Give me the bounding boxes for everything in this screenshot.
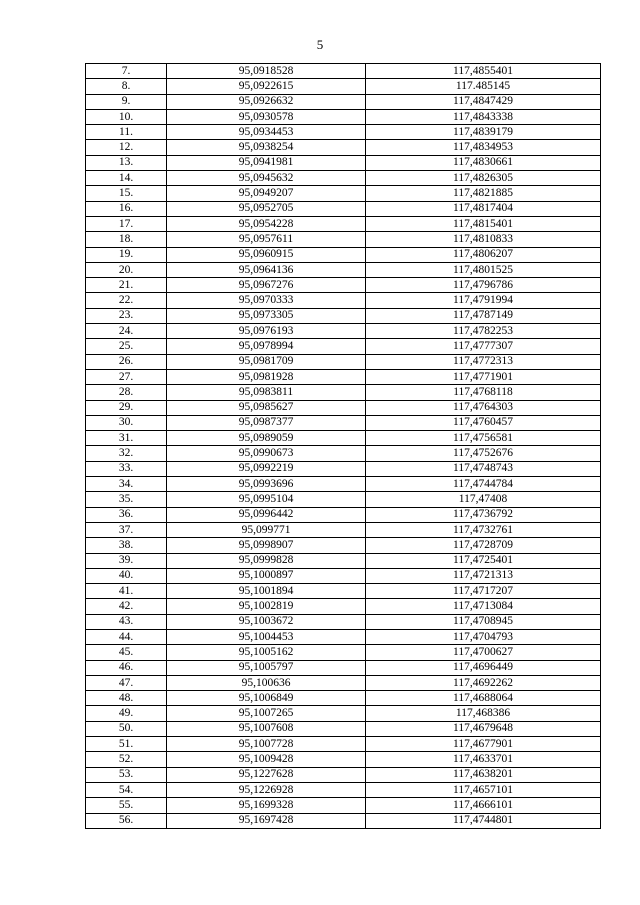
- point-number-cell: 36.: [86, 507, 167, 522]
- point-number-cell: 31.: [86, 431, 167, 446]
- x-coordinate-cell: 95,0978994: [167, 339, 366, 354]
- x-coordinate-cell: 95,1004453: [167, 629, 366, 644]
- x-coordinate-cell: 95,0964136: [167, 262, 366, 277]
- point-number-cell: 22.: [86, 293, 167, 308]
- point-number-cell: 13.: [86, 155, 167, 170]
- x-coordinate-cell: 95,1699328: [167, 798, 366, 813]
- x-coordinate-cell: 95,1007608: [167, 721, 366, 736]
- table-row: [86, 79, 601, 94]
- y-coordinate-cell: 117,4692262: [366, 675, 601, 690]
- y-coordinate-cell: 117,4633701: [366, 752, 601, 767]
- y-coordinate-cell: 117,47408: [366, 492, 601, 507]
- point-number-cell: 26.: [86, 354, 167, 369]
- y-coordinate-cell: 117,4771901: [366, 369, 601, 384]
- table-row: [86, 477, 601, 492]
- x-coordinate-cell: 95,1226928: [167, 782, 366, 797]
- x-coordinate-cell: 95,1003672: [167, 614, 366, 629]
- table-row: [86, 522, 601, 537]
- point-number-cell: 43.: [86, 614, 167, 629]
- table-row: [86, 507, 601, 522]
- x-coordinate-cell: 95,0938254: [167, 140, 366, 155]
- table-row: [86, 706, 601, 721]
- x-coordinate-cell: 95,0957611: [167, 232, 366, 247]
- point-number-cell: 47.: [86, 675, 167, 690]
- table-row: [86, 278, 601, 293]
- point-number-cell: 18.: [86, 232, 167, 247]
- x-coordinate-cell: 95,0993696: [167, 477, 366, 492]
- y-coordinate-cell: 117,4810833: [366, 232, 601, 247]
- x-coordinate-cell: 95,0976193: [167, 324, 366, 339]
- x-coordinate-cell: 95,1005797: [167, 660, 366, 675]
- x-coordinate-cell: 95,1005162: [167, 645, 366, 660]
- point-number-cell: 17.: [86, 216, 167, 231]
- x-coordinate-cell: 95,1006849: [167, 691, 366, 706]
- y-coordinate-cell: 117,4843338: [366, 109, 601, 124]
- point-number-cell: 55.: [86, 798, 167, 813]
- table-row: [86, 247, 601, 262]
- point-number-cell: 28.: [86, 385, 167, 400]
- point-number-cell: 7.: [86, 64, 167, 79]
- x-coordinate-cell: 95,0967276: [167, 278, 366, 293]
- y-coordinate-cell: 117,4744801: [366, 813, 601, 828]
- x-coordinate-cell: 95,0989059: [167, 431, 366, 446]
- x-coordinate-cell: 95,0995104: [167, 492, 366, 507]
- table-row: [86, 782, 601, 797]
- point-number-cell: 27.: [86, 369, 167, 384]
- y-coordinate-cell: 117,4815401: [366, 216, 601, 231]
- table-row: [86, 125, 601, 140]
- point-number-cell: 10.: [86, 109, 167, 124]
- table-row: [86, 660, 601, 675]
- table-row: [86, 721, 601, 736]
- point-number-cell: 39.: [86, 553, 167, 568]
- y-coordinate-cell: 117,4782253: [366, 324, 601, 339]
- y-coordinate-cell: 117,4657101: [366, 782, 601, 797]
- table-row: [86, 767, 601, 782]
- x-coordinate-cell: 95,0970333: [167, 293, 366, 308]
- point-number-cell: 51.: [86, 737, 167, 752]
- y-coordinate-cell: 117,4777307: [366, 339, 601, 354]
- table-row: [86, 446, 601, 461]
- point-number-cell: 21.: [86, 278, 167, 293]
- point-number-cell: 38.: [86, 538, 167, 553]
- y-coordinate-cell: 117,4725401: [366, 553, 601, 568]
- y-coordinate-cell: 117,4736792: [366, 507, 601, 522]
- y-coordinate-cell: 117,4748743: [366, 461, 601, 476]
- y-coordinate-cell: 117,4700627: [366, 645, 601, 660]
- table-row: [86, 232, 601, 247]
- x-coordinate-cell: 95,0990673: [167, 446, 366, 461]
- table-row: [86, 675, 601, 690]
- table-row: [86, 752, 601, 767]
- x-coordinate-cell: 95,0981928: [167, 369, 366, 384]
- point-number-cell: 23.: [86, 308, 167, 323]
- table-row: [86, 629, 601, 644]
- y-coordinate-cell: 117,4839179: [366, 125, 601, 140]
- x-coordinate-cell: 95,0945632: [167, 171, 366, 186]
- table-row: [86, 324, 601, 339]
- y-coordinate-cell: 117,4847429: [366, 94, 601, 109]
- x-coordinate-cell: 95,0996442: [167, 507, 366, 522]
- table-row: [86, 415, 601, 430]
- table-row: [86, 369, 601, 384]
- y-coordinate-cell: 117,4796786: [366, 278, 601, 293]
- table-row: [86, 614, 601, 629]
- y-coordinate-cell: 117,4752676: [366, 446, 601, 461]
- table-row: [86, 691, 601, 706]
- x-coordinate-cell: 95,0952705: [167, 201, 366, 216]
- table-row: [86, 813, 601, 828]
- x-coordinate-cell: 95,0926632: [167, 94, 366, 109]
- table-row: [86, 431, 601, 446]
- page-number: 5: [316, 37, 324, 52]
- table-row: [86, 339, 601, 354]
- y-coordinate-cell: 117,4688064: [366, 691, 601, 706]
- table-row: [86, 155, 601, 170]
- y-coordinate-cell: 117,4721313: [366, 568, 601, 583]
- point-number-cell: 11.: [86, 125, 167, 140]
- x-coordinate-cell: 95,0960915: [167, 247, 366, 262]
- x-coordinate-cell: 95,100636: [167, 675, 366, 690]
- point-number-cell: 24.: [86, 324, 167, 339]
- x-coordinate-cell: 95,1697428: [167, 813, 366, 828]
- table-row: [86, 553, 601, 568]
- x-coordinate-cell: 95,0954228: [167, 216, 366, 231]
- x-coordinate-cell: 95,1007265: [167, 706, 366, 721]
- x-coordinate-cell: 95,0983811: [167, 385, 366, 400]
- y-coordinate-cell: 117,4713084: [366, 599, 601, 614]
- x-coordinate-cell: 95,0918528: [167, 64, 366, 79]
- x-coordinate-cell: 95,0934453: [167, 125, 366, 140]
- y-coordinate-cell: 117,4821885: [366, 186, 601, 201]
- table-row: [86, 584, 601, 599]
- point-number-cell: 34.: [86, 477, 167, 492]
- y-coordinate-cell: 117,4679648: [366, 721, 601, 736]
- x-coordinate-cell: 95,0930578: [167, 109, 366, 124]
- table-row: [86, 798, 601, 813]
- table-row: [86, 568, 601, 583]
- x-coordinate-cell: 95,0992219: [167, 461, 366, 476]
- point-number-cell: 44.: [86, 629, 167, 644]
- x-coordinate-cell: 95,1227628: [167, 767, 366, 782]
- point-number-cell: 8.: [86, 79, 167, 94]
- x-coordinate-cell: 95,1002819: [167, 599, 366, 614]
- y-coordinate-cell: 117,468386: [366, 706, 601, 721]
- x-coordinate-cell: 95,0922615: [167, 79, 366, 94]
- y-coordinate-cell: 117,4791994: [366, 293, 601, 308]
- point-number-cell: 19.: [86, 247, 167, 262]
- point-number-cell: 15.: [86, 186, 167, 201]
- y-coordinate-cell: 117,4732761: [366, 522, 601, 537]
- table-row: [86, 109, 601, 124]
- point-number-cell: 9.: [86, 94, 167, 109]
- point-number-cell: 42.: [86, 599, 167, 614]
- point-number-cell: 12.: [86, 140, 167, 155]
- x-coordinate-cell: 95,0973305: [167, 308, 366, 323]
- point-number-cell: 50.: [86, 721, 167, 736]
- y-coordinate-cell: 117,4826305: [366, 171, 601, 186]
- table-row: [86, 400, 601, 415]
- table-row: [86, 293, 601, 308]
- coordinates-table: [85, 63, 601, 829]
- table-row: [86, 201, 601, 216]
- x-coordinate-cell: 95,1007728: [167, 737, 366, 752]
- table-row: [86, 186, 601, 201]
- point-number-cell: 52.: [86, 752, 167, 767]
- y-coordinate-cell: 117,4704793: [366, 629, 601, 644]
- table-row: [86, 599, 601, 614]
- point-number-cell: 14.: [86, 171, 167, 186]
- y-coordinate-cell: 117,4717207: [366, 584, 601, 599]
- y-coordinate-cell: 117,4728709: [366, 538, 601, 553]
- point-number-cell: 46.: [86, 660, 167, 675]
- point-number-cell: 49.: [86, 706, 167, 721]
- point-number-cell: 48.: [86, 691, 167, 706]
- point-number-cell: 32.: [86, 446, 167, 461]
- y-coordinate-cell: 117,4666101: [366, 798, 601, 813]
- table-row: [86, 262, 601, 277]
- y-coordinate-cell: 117,4756581: [366, 431, 601, 446]
- x-coordinate-cell: 95,1001894: [167, 584, 366, 599]
- x-coordinate-cell: 95,1009428: [167, 752, 366, 767]
- x-coordinate-cell: 95,0949207: [167, 186, 366, 201]
- y-coordinate-cell: 117,4855401: [366, 64, 601, 79]
- y-coordinate-cell: 117,4772313: [366, 354, 601, 369]
- table-row: [86, 354, 601, 369]
- table-row: [86, 94, 601, 109]
- point-number-cell: 25.: [86, 339, 167, 354]
- table-row: [86, 538, 601, 553]
- y-coordinate-cell: 117,4744784: [366, 477, 601, 492]
- table-row: [86, 385, 601, 400]
- point-number-cell: 29.: [86, 400, 167, 415]
- y-coordinate-cell: 117,4834953: [366, 140, 601, 155]
- x-coordinate-cell: 95,0985627: [167, 400, 366, 415]
- point-number-cell: 30.: [86, 415, 167, 430]
- point-number-cell: 56.: [86, 813, 167, 828]
- y-coordinate-cell: 117,4768118: [366, 385, 601, 400]
- point-number-cell: 54.: [86, 782, 167, 797]
- x-coordinate-cell: 95,0987377: [167, 415, 366, 430]
- table-row: [86, 140, 601, 155]
- table-row: [86, 216, 601, 231]
- table-row: [86, 461, 601, 476]
- x-coordinate-cell: 95,0981709: [167, 354, 366, 369]
- y-coordinate-cell: 117,4677901: [366, 737, 601, 752]
- x-coordinate-cell: 95,1000897: [167, 568, 366, 583]
- point-number-cell: 45.: [86, 645, 167, 660]
- point-number-cell: 40.: [86, 568, 167, 583]
- y-coordinate-cell: 117,4696449: [366, 660, 601, 675]
- x-coordinate-cell: 95,0941981: [167, 155, 366, 170]
- point-number-cell: 16.: [86, 201, 167, 216]
- table-row: [86, 645, 601, 660]
- table-row: [86, 171, 601, 186]
- y-coordinate-cell: 117,4817404: [366, 201, 601, 216]
- point-number-cell: 53.: [86, 767, 167, 782]
- y-coordinate-cell: 117,4806207: [366, 247, 601, 262]
- y-coordinate-cell: 117,4764303: [366, 400, 601, 415]
- x-coordinate-cell: 95,099771: [167, 522, 366, 537]
- point-number-cell: 41.: [86, 584, 167, 599]
- table-row: [86, 308, 601, 323]
- y-coordinate-cell: 117.485145: [366, 79, 601, 94]
- y-coordinate-cell: 117,4760457: [366, 415, 601, 430]
- table-row: [86, 492, 601, 507]
- y-coordinate-cell: 117,4638201: [366, 767, 601, 782]
- x-coordinate-cell: 95,0998907: [167, 538, 366, 553]
- point-number-cell: 20.: [86, 262, 167, 277]
- y-coordinate-cell: 117,4708945: [366, 614, 601, 629]
- coordinates-table-body: [86, 64, 601, 829]
- table-row: [86, 737, 601, 752]
- point-number-cell: 35.: [86, 492, 167, 507]
- y-coordinate-cell: 117,4830661: [366, 155, 601, 170]
- point-number-cell: 33.: [86, 461, 167, 476]
- x-coordinate-cell: 95,0999828: [167, 553, 366, 568]
- y-coordinate-cell: 117,4787149: [366, 308, 601, 323]
- table-row: [86, 64, 601, 79]
- y-coordinate-cell: 117,4801525: [366, 262, 601, 277]
- point-number-cell: 37.: [86, 522, 167, 537]
